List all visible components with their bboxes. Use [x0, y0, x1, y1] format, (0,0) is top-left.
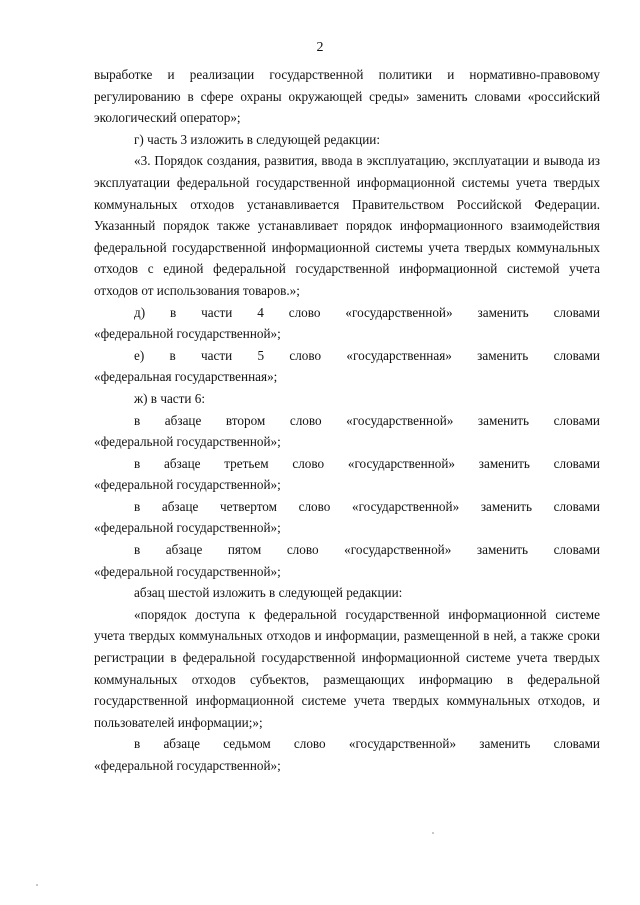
spread-word: абзаце: [161, 498, 199, 514]
spread-word: словами: [553, 736, 600, 752]
spread-word: части: [201, 304, 233, 320]
spread-word: в: [134, 498, 141, 514]
paragraph-abzac-5-line1: [94, 539, 600, 561]
spread-word: седьмом: [223, 736, 271, 752]
spread-word: словами: [553, 455, 600, 471]
paragraph-item-zh: ж) в части 6:: [134, 390, 206, 406]
spread-word: заменить: [477, 347, 529, 363]
scan-artifact-dot: [36, 884, 38, 886]
spread-word: словами: [553, 304, 600, 320]
spread-word: заменить: [477, 412, 530, 428]
paragraph-item-e-line2: «федеральная государственная»;: [94, 369, 278, 385]
spread-word: части: [201, 347, 233, 363]
paragraph-item-e-line1: [94, 345, 600, 367]
spread-word: д): [134, 304, 146, 320]
spread-word: втором: [225, 412, 266, 428]
spread-word: «государственной»: [348, 736, 457, 752]
spread-word: в: [169, 347, 176, 363]
spread-word: словами: [553, 542, 600, 558]
spread-word: 4: [257, 304, 264, 320]
spread-word: 5: [257, 347, 265, 363]
paragraph-part-3-text: «3. Порядок создания, развития, ввода в эксплуатацию, эксплуатации и вывода из эксплуатации федеральной государственной информационной системы учета твердых коммунальных отходов устанавливается Правительством Российской Федерации. Указанный порядок также устанавливает порядок информационного взаимодействия федеральной государственной информационной системы учета твердых коммунальных отходов с единой федеральной государственной информационной системой учета отходов от использования товаров.»;: [94, 153, 600, 298]
page-number: 2: [316, 40, 324, 55]
spread-word: абзаце: [164, 412, 202, 428]
spread-word: «государственной»: [344, 542, 452, 558]
spread-word: слово: [288, 304, 321, 320]
spread-word: заменить: [478, 455, 530, 471]
paragraph-abzac-7-line2: «федеральной государственной»;: [94, 758, 281, 773]
spread-word: словами: [553, 347, 600, 363]
document-body: [94, 64, 600, 777]
spread-word: «государственная»: [346, 347, 452, 363]
spread-word: заменить: [477, 304, 529, 320]
spread-word: четвертом: [220, 498, 277, 514]
spread-word: слово: [289, 412, 322, 428]
spread-word: третьем: [224, 455, 269, 471]
paragraph-item-d-line2: «федеральной государственной»;: [94, 326, 281, 342]
spread-word: абзаце: [163, 455, 201, 471]
spread-word: слово: [286, 542, 319, 558]
paragraph-abzac-3-line1: [94, 453, 600, 475]
spread-word: заменить: [479, 736, 531, 752]
spread-word: словами: [553, 498, 600, 514]
spread-word: «государственной»: [345, 304, 453, 320]
paragraph-item-d-line1: [94, 302, 600, 324]
spread-word: пятом: [227, 542, 262, 558]
spread-word: в: [170, 304, 177, 320]
paragraph-abzac-2-line2: «федеральной государственной»;: [94, 434, 281, 450]
paragraph-abzac-5-line2: «федеральной государственной»;: [94, 563, 281, 579]
scan-artifact-dot: [432, 832, 434, 834]
paragraph-abzac-2-line1: [94, 410, 600, 432]
paragraph-abzac-6-intro: абзац шестой изложить в следующей редакции:: [134, 585, 403, 601]
spread-word: в: [134, 455, 141, 471]
spread-word: «государственной»: [347, 455, 456, 471]
spread-word: «государственной»: [352, 498, 460, 514]
spread-word: в: [134, 736, 141, 752]
spread-word: заменить: [476, 542, 529, 558]
spread-word: слово: [292, 455, 325, 471]
spread-word: в: [134, 542, 141, 558]
paragraph-abzac-4-line2: «федеральной государственной»;: [94, 520, 281, 536]
spread-word: заменить: [480, 498, 532, 514]
spread-word: абзаце: [165, 542, 203, 558]
spread-word: в: [134, 412, 141, 428]
paragraph-abzac-6-text: «порядок доступа к федеральной государственной информационной системе учета твердых коммунальных отходов и информации, размещенной в ней, а также сроки регистрации в федеральной государственной информационной системе учета твердых коммунальных отходов субъектов, размещающих информацию в федеральной государственной информационной системе учета твердых коммунальных отходов, и пользователей информации;»;: [94, 606, 600, 730]
paragraph-item-g: г) часть 3 изложить в следующей редакции:: [134, 131, 380, 147]
spread-word: «государственной»: [346, 412, 454, 428]
spread-word: абзаце: [163, 736, 200, 752]
paragraph-continuation: выработке и реализации государственной политики и нормативно-правовому регулированию в сфере охраны окружающей среды» заменить словами «российский экологический оператор»;: [94, 67, 600, 126]
spread-word: слово: [289, 347, 322, 363]
spread-word: слово: [293, 736, 326, 752]
spread-word: словами: [553, 412, 600, 428]
paragraph-abzac-7-line1: [94, 733, 600, 755]
paragraph-abzac-3-line2: «федеральной государственной»;: [94, 477, 281, 493]
spread-word: слово: [298, 498, 331, 514]
paragraph-abzac-4-line1: [94, 496, 600, 518]
spread-word: е): [134, 347, 145, 363]
